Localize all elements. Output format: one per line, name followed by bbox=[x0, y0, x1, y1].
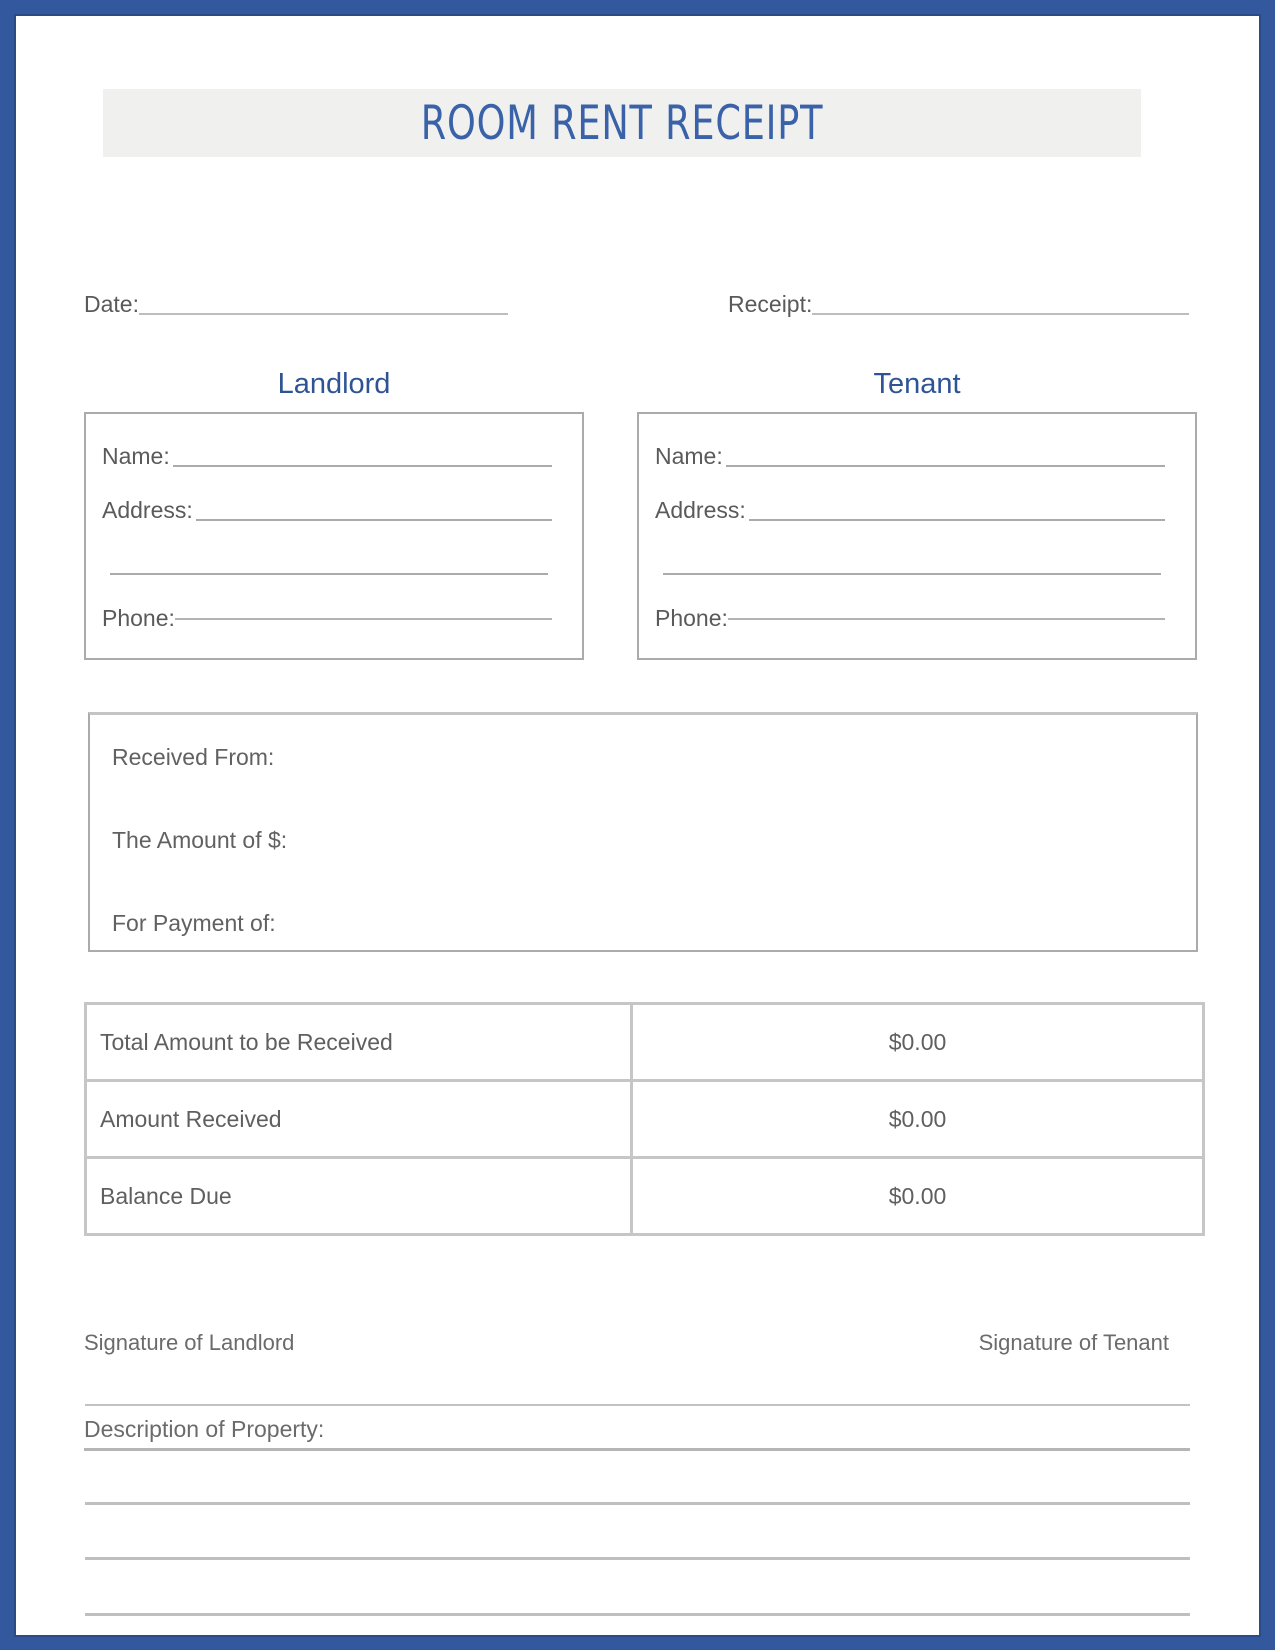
page-title: ROOM RENT RECEIPT bbox=[420, 95, 824, 151]
date-label: Date: bbox=[84, 291, 139, 317]
landlord-phone-row bbox=[102, 596, 552, 633]
tenant-info-box bbox=[637, 412, 1197, 660]
tenant-address-label: Address: bbox=[655, 497, 746, 523]
total-amount-label: Total Amount to be Received bbox=[86, 1004, 632, 1081]
balance-due-value-cell[interactable]: $0.00 bbox=[632, 1158, 1204, 1235]
receipt-field-group bbox=[728, 284, 1189, 318]
description-line-3[interactable] bbox=[85, 1557, 1190, 1560]
tenant-name-label: Name: bbox=[655, 443, 723, 469]
landlord-address-row2 bbox=[102, 542, 552, 579]
tenant-name-row bbox=[655, 434, 1165, 471]
document-body bbox=[14, 14, 1261, 1637]
amount-of-label: The Amount of $: bbox=[112, 827, 288, 853]
for-payment-label: For Payment of: bbox=[112, 910, 276, 936]
balance-due-label: Balance Due bbox=[86, 1158, 632, 1235]
tenant-address-input-line[interactable] bbox=[749, 519, 1165, 521]
landlord-address-line2-input-line[interactable] bbox=[110, 573, 548, 575]
amount-received-value-cell[interactable]: $0.00 bbox=[632, 1081, 1204, 1158]
receipt-label: Receipt: bbox=[728, 291, 813, 317]
received-from-row[interactable] bbox=[112, 743, 1196, 772]
description-line-4[interactable] bbox=[85, 1613, 1190, 1616]
landlord-name-label: Name: bbox=[102, 443, 170, 469]
receipt-input-line[interactable] bbox=[812, 291, 1189, 315]
tenant-heading: Tenant bbox=[873, 368, 961, 400]
tenant-phone-label: Phone: bbox=[655, 605, 728, 631]
description-line-2[interactable] bbox=[85, 1502, 1190, 1505]
tenant-name-input-line[interactable] bbox=[726, 465, 1165, 467]
date-input-line[interactable] bbox=[139, 291, 508, 315]
landlord-phone-label: Phone: bbox=[102, 605, 175, 631]
description-of-property-label: Description of Property: bbox=[84, 1416, 325, 1442]
tenant-phone-row bbox=[655, 596, 1165, 633]
signature-row bbox=[84, 1330, 1205, 1356]
table-row bbox=[86, 1004, 1204, 1081]
signature-of-landlord-label: Signature of Landlord bbox=[84, 1330, 295, 1355]
received-details-box bbox=[88, 712, 1198, 952]
landlord-name-input-line[interactable] bbox=[173, 465, 552, 467]
description-line-1[interactable] bbox=[84, 1448, 1190, 1451]
amount-of-row[interactable] bbox=[112, 826, 1196, 855]
landlord-heading: Landlord bbox=[277, 368, 391, 400]
landlord-address-row bbox=[102, 488, 552, 525]
landlord-name-row bbox=[102, 434, 552, 471]
tenant-address-row bbox=[655, 488, 1165, 525]
tenant-phone-input-line[interactable] bbox=[728, 618, 1165, 620]
landlord-phone-input-line[interactable] bbox=[175, 618, 552, 620]
landlord-info-box bbox=[84, 412, 584, 660]
amounts-table bbox=[84, 1002, 1205, 1236]
table-row bbox=[86, 1081, 1204, 1158]
landlord-address-input-line[interactable] bbox=[196, 519, 552, 521]
total-amount-value-cell[interactable]: $0.00 bbox=[632, 1004, 1204, 1081]
tenant-address-line2-input-line[interactable] bbox=[663, 573, 1161, 575]
tenant-address-row2 bbox=[655, 542, 1165, 579]
title-band bbox=[103, 89, 1141, 157]
received-from-label: Received From: bbox=[112, 744, 275, 770]
table-row bbox=[86, 1158, 1204, 1235]
date-field-group bbox=[84, 284, 508, 318]
landlord-address-label: Address: bbox=[102, 497, 193, 523]
signature-line[interactable] bbox=[85, 1404, 1190, 1406]
signature-of-tenant-label: Signature of Tenant bbox=[978, 1330, 1169, 1355]
amount-received-label: Amount Received bbox=[86, 1081, 632, 1158]
for-payment-row[interactable] bbox=[112, 909, 1196, 938]
